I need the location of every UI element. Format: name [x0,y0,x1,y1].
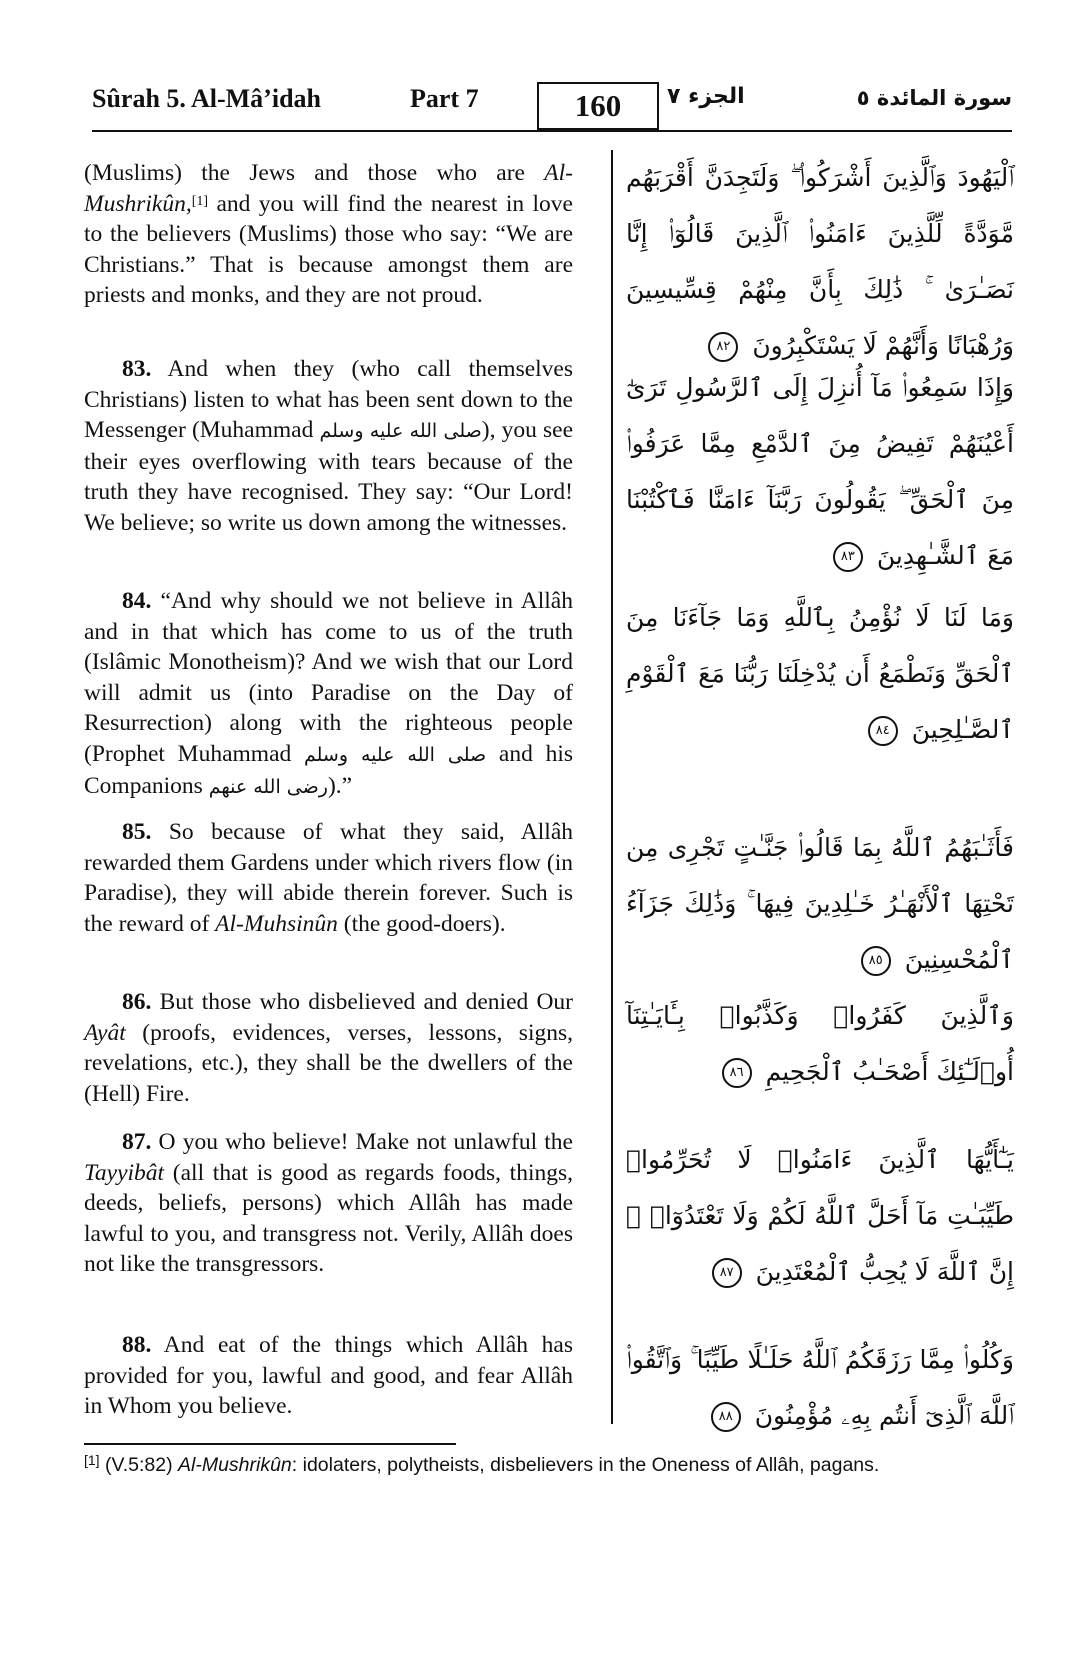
header-rule [92,130,1012,132]
term-al-mushrikun: Al-Mushrikûn, [84,160,573,217]
verse-number: 87. [122,1129,152,1155]
verse-86-arabic: وَٱلَّذِينَ كَفَرُوا۟ وَكَذَّبُوا۟ بِـَٔايَـٰتِنَآ أُو۟لَـٰٓئِكَ أَصْحَـٰبُ ٱلْجَحِيمِ ٨٦ [626,1001,1014,1086]
verse-85-arabic: فَأَثَـٰبَهُمُ ٱللَّهُ بِمَا قَالُوا۟ جَنَّـٰتٍ تَجْرِى مِن تَحْتِهَا ٱلْأَنْهَـٰرُ خَـٰلِدِينَ فِيهَا ۚ وَذَٰلِكَ جَزَآءُ ٱلْمُحْسِنِينَ ٨٥ [626,833,1014,974]
footnote: [1] (V.5:82) Al-Mushrikûn: idolaters, polytheists, disbelievers in the Oneness of Allâh, pagans. [84,1452,880,1476]
verse-84-translation: 84. “And why should we not believe in Allâh and in that which has come to us of the truth (Islâmic Monotheism)? And we wish that our Lord will admit us (into Paradise on the Day of Resurrection) along with the righteous people (Prophet Muhammad صلى الله عليه وسلم and his Companions رضى الله عنهم).” [84,588,573,799]
ayah-end-marker: ٨٨ [711,1402,741,1432]
verse-82-translation: (Muslims) the Jews and those who are Al-Mushrikûn,[1] and you will find the nearest in love to the believers (Muslims) those who say: “We are Christians.” That is because amongst them are priests and monks, and they are not proud. [84,160,573,309]
term-ayat: Ayât [84,1019,126,1046]
salutation-arabic: صلى الله عليه وسلم [304,743,487,766]
verse-87-arabic: يَـٰٓأَيُّهَا ٱلَّذِينَ ءَامَنُوا۟ لَا تُحَرِّمُوا۟ طَيِّبَـٰتِ مَآ أَحَلَّ ٱللَّهُ لَكُمْ وَلَا تَعْتَدُوٓا۟ ۚ إِنَّ ٱللَّهَ لَا يُحِبُّ ٱلْمُعْتَدِينَ ٨٧ [626,1145,1014,1286]
column-divider [611,150,613,1424]
ayah-end-marker: ٨٤ [868,716,898,746]
ayah-end-marker: ٨٧ [712,1258,742,1288]
companions-honorific-arabic: رضى الله عنهم [208,775,328,798]
verse-number: 88. [122,1332,152,1358]
ayah-end-marker: ٨٦ [722,1058,752,1088]
verse-88-arabic: وَكُلُوا۟ مِمَّا رَزَقَكُمُ ٱللَّهُ حَلَـٰلًا طَيِّبًا ۚ وَٱتَّقُوا۟ ٱللَّهَ ٱلَّذِىٓ أَنتُم بِهِۦ مُؤْمِنُونَ ٨٨ [626,1345,1014,1430]
part-label-en: Part 7 [410,84,479,113]
footnote-rule [84,1443,456,1445]
page-header [92,84,1012,134]
verse-88-translation: 88. And eat of the things which Allâh has provided for you, lawful and good, and fear Allâh in Whom you believe. [84,1332,573,1420]
verse-83-arabic: وَإِذَا سَمِعُوا۟ مَآ أُنزِلَ إِلَى ٱلرَّسُولِ تَرَىٰٓ أَعْيُنَهُمْ تَفِيضُ مِنَ ٱلدَّمْعِ مِمَّا عَرَفُوا۟ مِنَ ٱلْحَقِّ ۖ يَقُولُونَ رَبَّنَآ ءَامَنَّا فَٱكْتُبْنَا مَعَ ٱلشَّـٰهِدِينَ ٨٣ [626,373,1014,570]
part-label-ar: الجزء ٧ [667,84,745,109]
surah-title-en: Sûrah 5. Al-Mâ’idah [92,84,321,113]
page-number: 160 [537,82,659,130]
surah-title-ar: سورة المائدة ٥ [856,86,1012,110]
verse-87-translation: 87. O you who believe! Make not unlawful the Tayyibât (all that is good as regards foods, things, deeds, beliefs, persons) which Allâh has made lawful to you, and transgress not. Verily, Allâh does not like the transgressors. [84,1129,573,1278]
footnote-ref: [1] [191,193,209,209]
verse-83-translation: 83. And when they (who call themselves Christians) listen to what has been sent down to the Messenger (Muhammad صلى الله عليه وسلم), you see their eyes overflowing with tears because of the truth they have recognised. They say: “Our Lord! We believe; so write us down among the witnesses. [84,356,573,536]
verse-number: 84. [122,588,152,614]
footnote-term: Al-Mushrikûn [178,1454,292,1476]
verse-86-translation: 86. But those who disbelieved and denied Our Ayât (proofs, evidences, verses, lessons, signs, revelations, etc.), they shall be the dwellers of the (Hell) Fire. [84,989,573,1107]
verse-82-arabic: ٱلْيَهُودَ وَٱلَّذِينَ أَشْرَكُوا۟ ۖ وَلَتَجِدَنَّ أَقْرَبَهُم مَّوَدَّةً لِّلَّذِينَ ءَامَنُوا۟ ٱلَّذِينَ قَالُوٓا۟ إِنَّا نَصَـٰرَىٰ ۚ ذَٰلِكَ بِأَنَّ مِنْهُمْ قِسِّيسِينَ وَرُهْبَانًا وَأَنَّهُمْ لَا يَسْتَكْبِرُونَ ٨٢ [626,163,1014,360]
footnote-mark: [1] [84,1452,100,1468]
salutation-arabic: صلى الله عليه وسلم [319,420,482,443]
verse-number: 86. [122,989,152,1015]
ayah-end-marker: ٨٢ [708,332,738,362]
verse-number: 85. [122,819,152,845]
ayah-end-marker: ٨٥ [861,946,891,976]
ayah-end-marker: ٨٣ [833,542,863,572]
verse-number: 83. [122,356,152,382]
term-tayyibat: Tayyibât [84,1159,165,1186]
verse-84-arabic: وَمَا لَنَا لَا نُؤْمِنُ بِٱللَّهِ وَمَا جَآءَنَا مِنَ ٱلْحَقِّ وَنَطْمَعُ أَن يُدْخِلَنَا رَبُّنَا مَعَ ٱلْقَوْمِ ٱلصَّـٰلِحِينَ ٨٤ [626,603,1014,744]
verse-85-translation: 85. So because of what they said, Allâh rewarded them Gardens under which rivers flow (in Paradise), they will abide therein forever. Such is the reward of Al-Muhsinûn (the good-doers). [84,819,573,937]
term-al-muhsinun: Al-Muhsinûn [215,910,338,937]
